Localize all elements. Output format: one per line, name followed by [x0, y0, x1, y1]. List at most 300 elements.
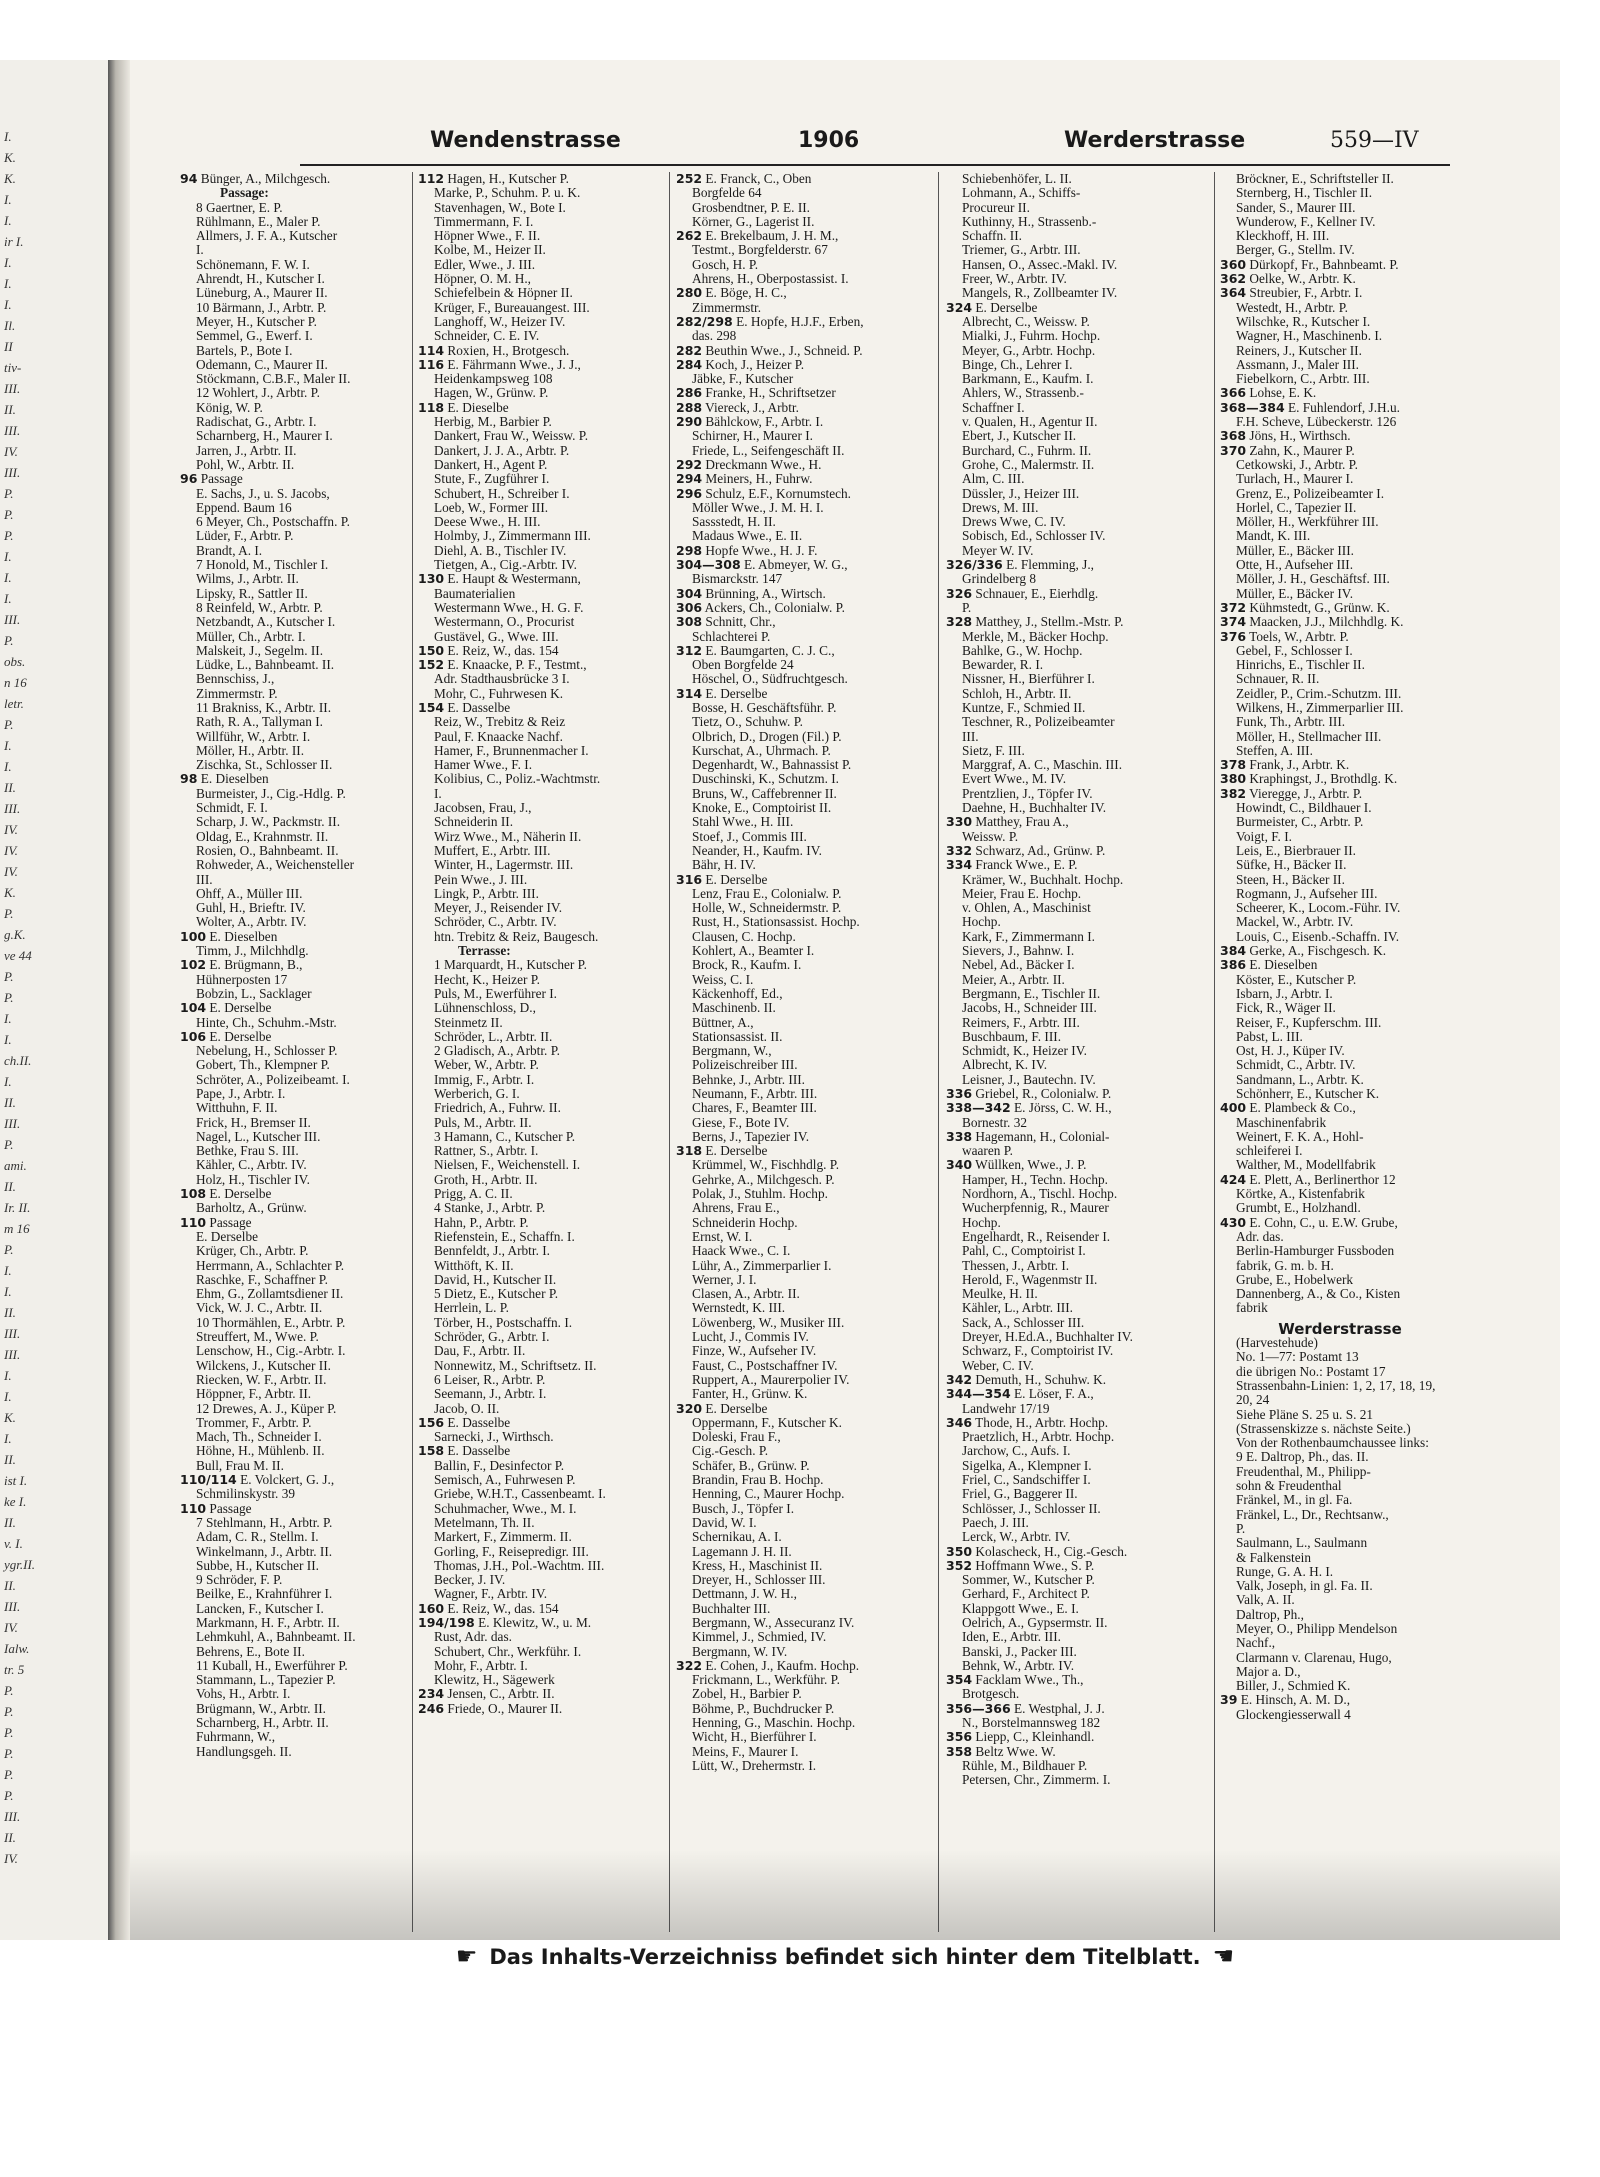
- resident-entry: Wagner, F., Arbtr. IV.: [434, 1586, 548, 1602]
- house-number-entry: 246 Friede, O., Maurer II.: [418, 1700, 563, 1716]
- resident-entry: Timmermann, F. I.: [434, 213, 534, 229]
- resident-entry: 11 Brakniss, K., Arbtr. II.: [196, 699, 332, 715]
- house-number-entry: 104 E. Derselbe: [180, 1000, 272, 1016]
- section-heading: Werderstrasse: [1278, 1319, 1402, 1338]
- resident-entry: Rosien, O., Bahnbeamt. II.: [196, 842, 339, 858]
- header-rule: [300, 164, 1450, 166]
- resident-entry: waaren P.: [962, 1143, 1013, 1159]
- resident-entry: Trommer, F., Arbtr. P.: [196, 1414, 312, 1430]
- resident-entry: Adr. das.: [1236, 1228, 1284, 1244]
- resident-entry: Groth, H., Arbtr. II.: [434, 1171, 538, 1187]
- resident-entry: Iden, E., Arbtr. III.: [962, 1629, 1061, 1645]
- resident-entry: Degenhardt, W., Bahnassist P.: [692, 757, 852, 773]
- left-page-fragment: I.: [4, 1284, 12, 1299]
- resident-entry: Faust, C., Postschaffner IV.: [692, 1357, 838, 1373]
- resident-entry: Landwehr 17/19: [962, 1400, 1050, 1416]
- left-page-fragment: letr.: [4, 696, 24, 711]
- resident-entry: I.: [434, 785, 442, 801]
- resident-entry: Triemer, G., Arbtr. III.: [962, 242, 1081, 258]
- resident-entry: Schröder, C., Arbtr. IV.: [434, 914, 557, 930]
- house-number-entry: 110 Passage: [180, 1500, 252, 1516]
- resident-entry: Ost, H. J., Küper IV.: [1236, 1043, 1345, 1059]
- resident-entry: Sack, A., Schlosser III.: [962, 1314, 1085, 1330]
- left-page-fragment: I.: [4, 1368, 12, 1383]
- resident-entry: Lingk, P., Arbtr. III.: [434, 885, 539, 901]
- resident-entry: Höpner Wwe., F. II.: [434, 228, 541, 244]
- resident-entry: Nebelung, H., Schlosser P.: [196, 1043, 338, 1059]
- left-page-fragment: Il.: [4, 318, 16, 333]
- house-number-entry: 314 E. Derselbe: [676, 685, 768, 701]
- resident-entry: Ahlers, W., Strassenb.-: [962, 385, 1084, 401]
- house-number-entry: 378 Frank, J., Arbtr. K.: [1220, 757, 1350, 773]
- resident-entry: Hamper, H., Techn. Hochp.: [962, 1171, 1108, 1187]
- resident-entry: Borgfelde 64: [692, 185, 762, 201]
- left-page-fragment: II.: [4, 1179, 16, 1194]
- resident-entry: Grindelberg 8: [962, 571, 1036, 587]
- resident-entry: Bismarckstr. 147: [692, 571, 783, 587]
- house-number-entry: 108 E. Derselbe: [180, 1186, 272, 1202]
- house-number-entry: 154 E. Dasselbe: [418, 699, 511, 715]
- house-number-entry: 368 Jöns, H., Wirthsch.: [1220, 428, 1351, 444]
- house-number-entry: 118 E. Dieselbe: [418, 399, 509, 415]
- resident-entry: Metelmann, Th. II.: [434, 1514, 535, 1530]
- resident-entry: Ahrens, H., Oberpostassist. I.: [692, 271, 849, 287]
- resident-entry: Zeidler, P., Crim.-Schutzm. III.: [1236, 685, 1402, 701]
- left-page-fragment: I.: [4, 1431, 12, 1446]
- resident-entry: I.: [196, 242, 204, 258]
- house-number-entry: 114 Roxien, H., Brotgesch.: [418, 342, 570, 358]
- resident-entry: Hecht, K., Heizer P.: [434, 971, 540, 987]
- resident-entry: Bethke, Frau S. III.: [196, 1143, 299, 1159]
- resident-entry: das. 298: [692, 328, 737, 344]
- left-page-fragment: III.: [4, 1809, 21, 1824]
- resident-entry: Albrecht, K. IV.: [962, 1057, 1048, 1073]
- resident-entry: Wucherpfennig, R., Maurer: [962, 1200, 1109, 1216]
- resident-entry: Ebert, J., Kutscher II.: [962, 428, 1077, 444]
- resident-entry: Pein Wwe., J. III.: [434, 871, 528, 887]
- resident-entry: Lenz, Frau E., Colonialw. P.: [692, 885, 842, 901]
- resident-entry: Vick, W. J. C., Arbtr. II.: [196, 1300, 323, 1316]
- resident-entry: Werberich, G. I.: [434, 1086, 520, 1101]
- left-page-fragment: ygr.II.: [4, 1557, 36, 1572]
- left-page-fragment: P.: [4, 1725, 14, 1740]
- left-page-fragment: III.: [4, 612, 21, 627]
- left-page-fragment: I.: [4, 192, 12, 207]
- resident-entry: Grenz, E., Polizeibeamter I.: [1236, 485, 1385, 501]
- resident-entry: Maschinenb. II.: [692, 1000, 776, 1016]
- house-number-entry: 364 Streubier, F., Arbtr. I.: [1220, 285, 1363, 301]
- house-number-entry: 294 Meiners, H., Fuhrw.: [676, 471, 813, 487]
- resident-entry: Büttner, A.,: [692, 1014, 754, 1030]
- resident-entry: Pabst, L. III.: [1236, 1028, 1303, 1044]
- column-divider: [412, 172, 413, 1932]
- resident-entry: Bewarder, R. I.: [962, 657, 1044, 673]
- resident-entry: Hühnerposten 17: [196, 971, 288, 987]
- resident-entry: Nordhorn, A., Tischl. Hochp.: [962, 1186, 1118, 1202]
- left-page-fragment: ist I.: [4, 1473, 28, 1488]
- resident-entry: Bergmann, W., Assecuranz IV.: [692, 1614, 855, 1630]
- resident-entry: Von der Rothenbaumchaussee links:: [1236, 1435, 1429, 1451]
- house-number-entry: 352 Hoffmann Wwe., S. P.: [946, 1557, 1095, 1573]
- left-page-fragment: III.: [4, 1116, 21, 1131]
- resident-entry: Bennfeldt, J., Arbtr. I.: [434, 1243, 550, 1259]
- resident-entry: Schernikau, A. I.: [692, 1529, 782, 1545]
- resident-entry: Rust, H., Stationsassist. Hochp.: [692, 914, 860, 930]
- resident-entry: Praetzlich, H., Arbtr. Hochp.: [962, 1429, 1115, 1445]
- resident-entry: Jarren, J., Arbtr. II.: [196, 442, 297, 458]
- left-page-fragment: III.: [4, 465, 21, 480]
- resident-entry: P.: [1236, 1520, 1246, 1536]
- resident-entry: Scharnberg, H., Maurer I.: [196, 428, 333, 444]
- resident-entry: 11 Kuball, H., Ewerführer P.: [196, 1657, 348, 1673]
- resident-entry: Fränkel, M., in gl. Fa.: [1236, 1492, 1353, 1508]
- resident-entry: Schneiderin II.: [434, 814, 514, 830]
- left-page-fragment: P.: [4, 1746, 14, 1761]
- resident-entry: Horlel, C., Tapezier II.: [1236, 499, 1357, 515]
- resident-entry: Tietgen, A., Cig.-Arbtr. IV.: [434, 557, 577, 573]
- resident-entry: Lühr, A., Zimmerparlier I.: [692, 1257, 832, 1273]
- resident-entry: Rühlmann, E., Maler P.: [196, 213, 321, 229]
- resident-entry: Grube, E., Hobelwerk: [1236, 1271, 1354, 1287]
- resident-entry: Malskeit, J., Segelm. II.: [196, 642, 324, 658]
- left-page-fragment: P.: [4, 507, 14, 522]
- resident-entry: Otte, H., Aufseher III.: [1236, 557, 1354, 573]
- resident-entry: Schönemann, F. W. I.: [196, 256, 310, 272]
- resident-entry: Lütt, W., Drehermstr. I.: [692, 1757, 817, 1773]
- resident-entry: P.: [962, 599, 972, 615]
- resident-entry: Winkelmann, J., Arbtr. II.: [196, 1543, 333, 1559]
- resident-entry: Möller, J. H., Geschäftsf. III.: [1236, 571, 1390, 587]
- left-page-fragment: IV.: [4, 1620, 18, 1635]
- resident-entry: Wilms, J., Arbtr. II.: [196, 571, 299, 587]
- resident-entry: Hochp.: [962, 914, 1001, 930]
- house-number-entry: 110 Passage: [180, 1214, 252, 1230]
- resident-entry: Möller, H., Werkführer III.: [1236, 514, 1379, 530]
- resident-entry: Semisch, A., Fuhrwesen P.: [434, 1472, 576, 1488]
- left-page-fragment: II: [4, 339, 13, 354]
- resident-entry: Pahl, C., Comptoirist I.: [962, 1243, 1086, 1259]
- house-number-entry: 360 Dürkopf, Fr., Bahnbeamt. P.: [1220, 256, 1399, 272]
- resident-entry: Schaffn. II.: [962, 228, 1022, 244]
- resident-entry: 7 Stehlmann, H., Arbtr. P.: [196, 1514, 333, 1530]
- resident-entry: Stavenhagen, W., Bote I.: [434, 199, 566, 215]
- left-page-fragment: II.: [4, 402, 16, 417]
- resident-entry: Henning, C., Maurer Hochp.: [692, 1486, 845, 1502]
- resident-entry: 8 Gaertner, E. P.: [196, 199, 283, 215]
- left-page-fragment: P.: [4, 717, 14, 732]
- house-number-entry: 282/298 E. Hopfe, H.J.F., Erben,: [676, 313, 864, 329]
- resident-entry: Lagemann J. H. II.: [692, 1543, 792, 1559]
- house-number-entry: 356 Liepp, C., Kleinhandl.: [946, 1729, 1095, 1745]
- left-page-fragment: I.: [4, 549, 12, 564]
- resident-entry: Meyer, G., Arbtr. Hochp.: [962, 342, 1096, 358]
- left-page-fragment: K.: [4, 1410, 16, 1425]
- resident-entry: 2 Gladisch, A., Arbtr. P.: [434, 1043, 560, 1059]
- resident-entry: Neumann, F., Arbtr. III.: [692, 1086, 818, 1101]
- house-number-entry: 370 Zahn, K., Maurer P.: [1220, 442, 1355, 458]
- resident-entry: Lerck, W., Arbtr. IV.: [962, 1529, 1071, 1545]
- directory-page: [130, 60, 1560, 1970]
- house-number-entry: 116 E. Fährmann Wwe., J. J.,: [418, 356, 581, 372]
- resident-entry: Dau, F., Arbtr. II.: [434, 1343, 526, 1359]
- resident-entry: Freudenthal, M., Philipp-: [1236, 1463, 1371, 1479]
- house-number-entry: 366 Lohse, E. K.: [1220, 385, 1317, 401]
- resident-entry: Bornestr. 32: [962, 1114, 1028, 1130]
- resident-entry: Lehmkuhl, A., Bahnbeamt. II.: [196, 1629, 356, 1645]
- resident-entry: Busch, J., Töpfer I.: [692, 1500, 795, 1516]
- resident-entry: Marke, P., Schuhm. P. u. K.: [434, 185, 581, 201]
- column-3: [676, 172, 932, 1932]
- resident-entry: Kolibius, C., Poliz.-Wachtmstr.: [434, 771, 601, 787]
- resident-entry: Testmt., Borgfelderstr. 67: [692, 242, 828, 258]
- resident-entry: Schirner, H., Maurer I.: [692, 428, 813, 444]
- resident-entry: 12 Wohlert, J., Arbtr. P.: [196, 385, 320, 401]
- resident-entry: Meyer, H., Kutscher P.: [196, 313, 317, 329]
- resident-entry: Wilkens, H., Zimmerparlier III.: [1236, 699, 1404, 715]
- resident-entry: Buschbaum, F. III.: [962, 1028, 1062, 1044]
- resident-entry: Kähler, C., Arbtr. IV.: [196, 1157, 307, 1173]
- resident-entry: Bennschiss, J.,: [196, 671, 275, 687]
- resident-entry: Procureur II.: [962, 199, 1030, 215]
- left-page-fragment: K.: [4, 885, 16, 900]
- house-number-entry: 336 Griebel, R., Colonialw. P.: [946, 1086, 1112, 1101]
- resident-entry: Mialki, J., Fuhrm. Hochp.: [962, 328, 1101, 344]
- house-number-entry: 100 E. Dieselben: [180, 928, 278, 944]
- resident-entry: Holz, H., Tischler IV.: [196, 1171, 310, 1187]
- resident-entry: Höhne, H., Mühlenb. II.: [196, 1443, 325, 1459]
- resident-entry: Mandt, K. III.: [1236, 528, 1311, 544]
- house-number-entry: 384 Gerke, A., Fischgesch. K.: [1220, 943, 1387, 959]
- left-page-fragment: P.: [4, 906, 14, 921]
- resident-entry: Sternberg, H., Tischler II.: [1236, 185, 1373, 201]
- resident-entry: Daltrop, Ph.,: [1236, 1606, 1304, 1622]
- resident-entry: Polak, J., Stuhlm. Hochp.: [692, 1186, 828, 1202]
- resident-entry: Krüger, Ch., Arbtr. P.: [196, 1243, 309, 1259]
- resident-entry: Eppend. Baum 16: [196, 499, 292, 515]
- resident-entry: Freer, W., Arbtr. IV.: [962, 271, 1067, 287]
- left-page-fragment: tiv-: [4, 360, 22, 375]
- resident-entry: Schwarz, F., Comptoirist IV.: [962, 1343, 1114, 1359]
- resident-entry: Hagen, W., Grünw. P.: [434, 385, 549, 401]
- resident-entry: Brügmann, W., Arbtr. II.: [196, 1700, 327, 1716]
- house-number-entry: 282 Beuthin Wwe., J., Schneid. P.: [676, 342, 863, 358]
- house-number-entry: 354 Facklam Wwe., Th.,: [946, 1672, 1084, 1688]
- left-page-fragment: ch.II.: [4, 1053, 32, 1068]
- resident-entry: Wilckens, J., Kutscher II.: [196, 1357, 331, 1373]
- left-page-fragment: IV.: [4, 444, 18, 459]
- left-page-fragment: P.: [4, 486, 14, 501]
- resident-entry: Brock, R., Kaufm. I.: [692, 957, 802, 973]
- resident-entry: Doleski, Frau F.,: [692, 1429, 781, 1445]
- resident-entry: Frick, H., Bremser II.: [196, 1114, 311, 1130]
- resident-entry: Major a. D.,: [1236, 1663, 1301, 1679]
- left-page-fragment: I.: [4, 276, 12, 291]
- resident-entry: Behrens, E., Bote II.: [196, 1643, 305, 1659]
- left-page-fragment: I.: [4, 738, 12, 753]
- resident-entry: Schmidt, C., Arbtr. IV.: [1236, 1057, 1356, 1073]
- resident-entry: Rattner, S., Arbtr. I.: [434, 1143, 539, 1159]
- house-number-entry: 346 Thode, H., Arbtr. Hochp.: [946, 1414, 1109, 1430]
- resident-entry: Allmers, J. F. A., Kutscher: [196, 228, 338, 244]
- resident-entry: Bergmann, E., Tischler II.: [962, 985, 1101, 1001]
- resident-entry: Oppermann, F., Kutscher K.: [692, 1414, 842, 1430]
- resident-entry: Olbrich, D., Drogen (Fil.) P.: [692, 728, 842, 744]
- resident-entry: Walther, M., Modellfabrik: [1236, 1157, 1376, 1173]
- section-heading: Terrasse:: [458, 943, 511, 959]
- house-number-entry: 112 Hagen, H., Kutscher P.: [418, 171, 569, 186]
- resident-entry: 6 Meyer, Ch., Postschaffn. P.: [196, 514, 350, 530]
- resident-entry: Rogmann, J., Aufseher III.: [1236, 885, 1378, 901]
- resident-entry: Steffen, A. III.: [1236, 742, 1313, 758]
- resident-entry: Käckenhoff, Ed.,: [692, 985, 783, 1001]
- resident-entry: Kark, F., Zimmermann I.: [962, 928, 1095, 944]
- house-number-entry: 130 E. Haupt & Westermann,: [418, 571, 581, 587]
- resident-entry: Fanter, H., Grünw. K.: [692, 1386, 808, 1402]
- resident-entry: Reiz, W., Trebitz & Reiz: [434, 714, 566, 730]
- resident-entry: Holle, W., Schneidermstr. P.: [692, 900, 842, 916]
- left-page-fragment: III.: [4, 1599, 21, 1614]
- resident-entry: Petersen, Chr., Zimmerm. I.: [962, 1772, 1111, 1788]
- resident-entry: Grohe, C., Malermstr. II.: [962, 456, 1095, 472]
- house-number-entry: 356—366 E. Westphal, J. J.: [946, 1700, 1105, 1716]
- resident-entry: Behnke, J., Arbtr. III.: [692, 1071, 806, 1087]
- left-page-fragment: II.: [4, 1095, 16, 1110]
- resident-entry: Dankert, H., Agent P.: [434, 456, 548, 472]
- resident-entry: schleiferei I.: [1236, 1143, 1303, 1159]
- resident-entry: Dannenberg, A., & Co., Kisten: [1236, 1286, 1401, 1302]
- resident-entry: No. 1—77: Postamt 13: [1236, 1349, 1359, 1365]
- left-page-fragment: m 16: [4, 1221, 30, 1236]
- left-page-fragment: IV.: [4, 843, 18, 858]
- resident-entry: Oldag, E., Krahnmstr. II.: [196, 828, 329, 844]
- resident-entry: Weiss, C. I.: [692, 971, 754, 987]
- resident-entry: Griebe, W.H.T., Cassenbeamt. I.: [434, 1486, 606, 1502]
- resident-entry: Bruns, W., Caffebrenner II.: [692, 785, 837, 801]
- resident-entry: Grosbendtner, P. E. II.: [692, 199, 811, 215]
- resident-entry: Klappgott Wwe., E. I.: [962, 1600, 1079, 1616]
- column-1: [180, 172, 408, 1932]
- resident-entry: fabrik, G. m. b. H.: [1236, 1257, 1334, 1273]
- resident-entry: Müller, Ch., Arbtr. I.: [196, 628, 306, 644]
- resident-entry: htn. Trebitz & Reiz, Baugesch.: [434, 928, 599, 944]
- left-page-fragment: P.: [4, 1137, 14, 1152]
- resident-entry: Hansen, O., Assec.-Makl. IV.: [962, 256, 1118, 272]
- house-number-entry: 102 E. Brügmann, B.,: [180, 957, 303, 973]
- resident-entry: Werner, J. I.: [692, 1271, 757, 1287]
- resident-entry: Wernstedt, K. III.: [692, 1300, 786, 1316]
- resident-entry: David, W. I.: [692, 1514, 757, 1530]
- house-number-entry: 318 E. Derselbe: [676, 1143, 768, 1159]
- resident-entry: Paech, J. III.: [962, 1514, 1029, 1530]
- column-5: [1220, 172, 1460, 1932]
- resident-entry: Wirz Wwe., M., Näherin II.: [434, 828, 582, 844]
- resident-entry: Cig.-Gesch. P.: [692, 1443, 769, 1459]
- resident-entry: Brotgesch.: [962, 1686, 1020, 1702]
- left-page-fragment: I.: [4, 129, 12, 144]
- left-page-fragment: K.: [4, 150, 16, 165]
- resident-entry: Fränkel, L., Dr., Rechtsanw.,: [1236, 1506, 1389, 1522]
- resident-entry: David, H., Kutscher II.: [434, 1271, 557, 1287]
- resident-entry: Schmidt, K., Heizer IV.: [962, 1043, 1087, 1059]
- resident-entry: Witthöft, K. II.: [434, 1257, 514, 1273]
- house-number-entry: 96 Passage: [180, 471, 243, 487]
- resident-entry: Schloh, H., Arbtr. II.: [962, 685, 1072, 701]
- resident-entry: Bergmann, W.,: [692, 1043, 772, 1059]
- left-page-fragment: II.: [4, 1515, 16, 1530]
- left-page-fragment: K.: [4, 171, 16, 186]
- left-page-fragment: Ir. II.: [4, 1200, 31, 1215]
- resident-entry: Schubert, H., Schreiber I.: [434, 485, 570, 501]
- resident-entry: E. Derselbe: [196, 1228, 259, 1244]
- resident-entry: v. Ohlen, A., Maschinist: [962, 900, 1091, 916]
- resident-entry: Giese, F., Bote IV.: [692, 1114, 790, 1130]
- resident-entry: Hochp.: [962, 1214, 1001, 1230]
- house-number-entry: 234 Jensen, C., Arbtr. II.: [418, 1686, 555, 1702]
- house-number-entry: 342 Demuth, H., Schuhw. K.: [946, 1371, 1107, 1387]
- left-page-fragment: I.: [4, 1011, 12, 1026]
- left-page-fragment: I.: [4, 1263, 12, 1278]
- left-page-fragment: I.: [4, 1389, 12, 1404]
- resident-entry: (Harvestehude): [1236, 1335, 1318, 1351]
- resident-entry: Dettmann, J. W. H.,: [692, 1586, 797, 1602]
- resident-entry: Tietz, O., Schuhw. P.: [692, 714, 803, 730]
- house-number-entry: 328 Matthey, J., Stellm.-Mstr. P.: [946, 614, 1124, 630]
- house-number-entry: 152 E. Knaacke, P. F., Testmt.,: [418, 657, 587, 673]
- resident-entry: Langhoff, W., Heizer IV.: [434, 313, 566, 329]
- resident-entry: Oben Borgfelde 24: [692, 657, 794, 673]
- resident-entry: Müller, E., Bäcker III.: [1236, 542, 1354, 558]
- house-number-entry: 330 Matthey, Frau A.,: [946, 814, 1069, 830]
- resident-entry: König, W. P.: [196, 399, 263, 415]
- resident-entry: Engelhardt, R., Reisender I.: [962, 1228, 1111, 1244]
- resident-entry: Assmann, J., Maler III.: [1236, 356, 1359, 372]
- left-page-fragment: P.: [4, 1767, 14, 1782]
- house-number-entry: 304—308 E. Abmeyer, W. G.,: [676, 557, 848, 573]
- resident-entry: Daehne, H., Buchhalter IV.: [962, 800, 1107, 816]
- house-number-entry: 340 Wüllken, Wwe., J. P.: [946, 1157, 1087, 1173]
- resident-entry: Bröckner, E., Schriftsteller II.: [1236, 171, 1394, 186]
- resident-entry: Stute, F., Zugführer I.: [434, 471, 550, 487]
- house-number-entry: 362 Oelke, W., Arbtr. K.: [1220, 271, 1356, 287]
- resident-entry: Drews Wwe, C. IV.: [962, 514, 1066, 530]
- resident-entry: Krämer, W., Buchhalt. Hochp.: [962, 871, 1124, 887]
- resident-entry: Schiefelbein & Höpner II.: [434, 285, 573, 301]
- resident-entry: Fuhrmann, W.,: [196, 1729, 276, 1745]
- resident-entry: Sobisch, Ed., Schlosser IV.: [962, 528, 1106, 544]
- resident-entry: Meulke, H. II.: [962, 1286, 1038, 1302]
- resident-entry: Ehm, G., Zollamtsdiener II.: [196, 1286, 344, 1302]
- resident-entry: Clausen, C. Hochp.: [692, 928, 796, 944]
- resident-entry: Kress, H., Maschinist II.: [692, 1557, 823, 1573]
- resident-entry: Möller, H., Arbtr. II.: [196, 742, 305, 758]
- resident-entry: Barholtz, A., Grünw.: [196, 1200, 307, 1216]
- resident-entry: Polizeischreiber III.: [692, 1057, 798, 1073]
- column-4: [946, 172, 1208, 1932]
- resident-entry: Beilke, E., Krahnführer I.: [196, 1586, 333, 1602]
- resident-entry: Meyer W. IV.: [962, 542, 1034, 558]
- house-number-entry: 194/198 E. Klewitz, W., u. M.: [418, 1614, 592, 1630]
- resident-entry: Valk, Joseph, in gl. Fa. II.: [1236, 1578, 1373, 1594]
- left-page-fragment: III.: [4, 423, 21, 438]
- resident-entry: Binge, Ch., Lehrer I.: [962, 356, 1073, 372]
- resident-entry: Banski, J., Packer III.: [962, 1643, 1077, 1659]
- resident-entry: Stoef, J., Commis III.: [692, 828, 807, 844]
- resident-entry: Herrlein, L. P.: [434, 1300, 509, 1316]
- resident-entry: Clarmann v. Clarenau, Hugo,: [1236, 1649, 1392, 1665]
- resident-entry: Paul, F. Knaacke Nachf.: [434, 728, 563, 744]
- resident-entry: Heidenkampsweg 108: [434, 371, 553, 387]
- resident-entry: Rath, R. A., Tallyman I.: [196, 714, 323, 730]
